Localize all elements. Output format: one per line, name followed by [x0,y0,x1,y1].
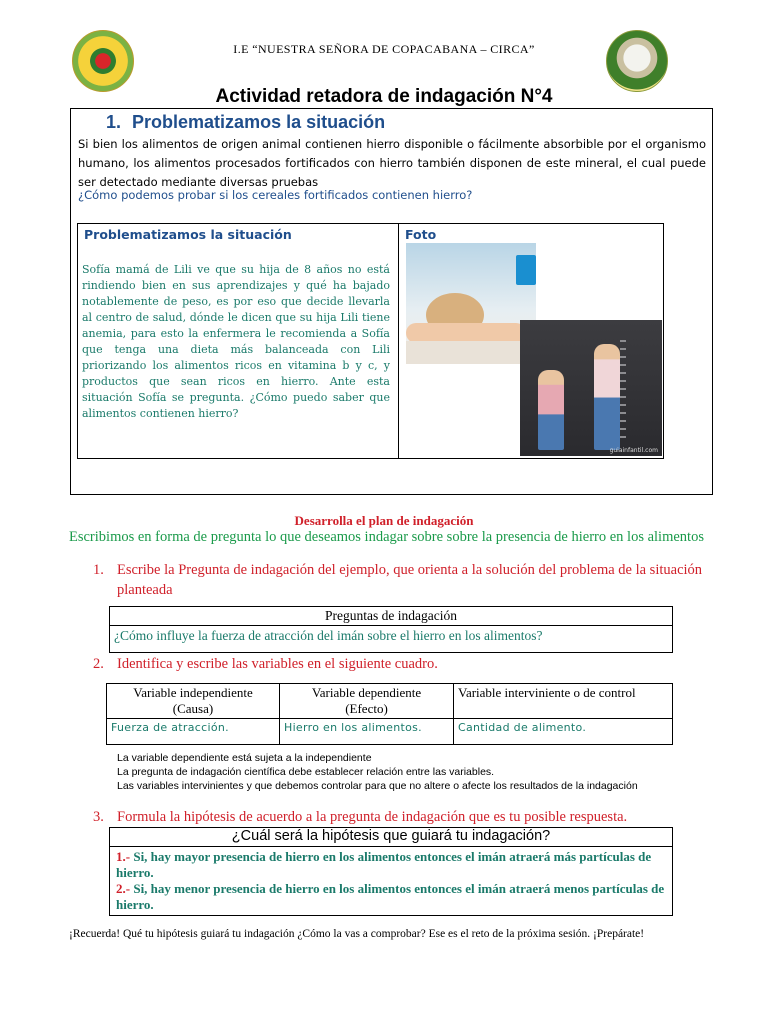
dependent-variable-header [280,684,454,719]
dependent-variable-value: Hierro en los alimentos. [280,719,454,745]
plan-title: Desarrolla el plan de indagación [294,513,474,528]
situation-story: Sofía mamá de Lili ve que su hija de 8 años no está rindiendo bien en sus aprendizajes y qué ha bajado notablemente de peso, es por eso que decide llevarla al centro de salud, dónde le dicen que su hija Lili tiene anemia, para esto la enfermera le recomienda a Sofía que tenga una dieta más balanceada con Lili priorizando los alimentos ricos en vitamina b y c, y productos que sean ricos en hierro. Ante esta situación Sofía se pregunta. ¿Cómo puedo saber que alimentos contienen hierro? [82,263,390,420]
situation-photo-title: Foto [405,227,437,242]
hypothesis-2-text: Si, hay menor presencia de hierro en los alimentos entonces el imán atraerá menos partículas de hierro. [116,881,665,912]
note-3: Las variables intervinientes y que debemos controlar para que no altere o afecte los resultados de la indagación [117,780,638,792]
dependent-variable-sublabel: (Efecto) [345,701,388,716]
independent-variable-value: Fuerza de atracción. [107,719,280,745]
step2-text: Identifica y escribe las variables en el siguiente cuadro. [117,656,438,672]
photo-tired-girl [406,243,536,364]
photo-credit: guiainfantil.com [609,447,658,454]
hypothesis-2-number: 2.- [116,881,131,896]
closing-message: ¡Recuerda! Qué tu hipótesis guiará tu indagación ¿Cómo la vas a comprobar? Ese es el reto de la próxima sesión. ¡Prepárate! [69,928,645,940]
hypothesis-1-number: 1.- [116,849,131,864]
step3-text: Formula la hipótesis de acuerdo a la pregunta de indagación que es tu posible respuesta. [117,809,628,825]
dependent-variable-label: Variable dependiente [311,685,422,700]
hypothesis-list [110,847,673,916]
variables-table [106,683,673,745]
photo-desk [406,341,536,364]
step2-number: 2. [93,656,104,672]
inquiry-question-table [109,606,673,653]
school-logo-right [606,30,668,92]
situation-box-divider [398,223,399,459]
step3-number: 3. [93,809,104,825]
note-2: La pregunta de indagación científica debe establecer relación entre las variables. [117,766,495,778]
inquiry-question-answer: ¿Cómo influye la fuerza de atracción del imán sobre el hierro en los alimentos? [110,626,673,653]
hypothesis-2 [116,881,666,913]
step1-number: 1. [93,562,104,578]
photo-girl-arm [406,323,526,343]
plan-intro: Escribimos en forma de pregunta lo que deseamos indagar sobre sobre la presencia de hierro en los alimentos [69,529,704,545]
section1-paragraph: Si bien los alimentos de origen animal contienen hierro disponible o fácilmente absorbible por el organismo humano, los alimentos procesados fortificados con hierro también disponen de este mineral, el cual puede ser detectado mediante diversas pruebas [78,137,706,189]
independent-variable-sublabel: (Causa) [172,701,214,716]
inquiry-question-header: Preguntas de indagación [110,607,673,626]
hypothesis-1-text: Si, hay mayor presencia de hierro en los alimentos entonces el imán atraerá más partículas de hierro. [116,849,652,880]
hypothesis-table [109,827,673,916]
note-1: La variable dependiente está sujeta a la independiente [117,752,372,764]
section1-heading-text: Problematizamos la situación [132,112,386,132]
page-title: Actividad retadora de indagación N°4 [215,86,553,107]
section1-heading [106,112,385,133]
photo-height-marks [620,340,626,440]
school-name: I.E “NUESTRA SEÑORA DE COPACABANA – CIRCA” [233,42,535,56]
hypothesis-1 [116,849,666,881]
photo-children-height [520,320,662,456]
school-logo-left [72,30,134,92]
photo-tall-child [594,344,620,450]
photo-book-shape [516,255,536,285]
situation-left-title: Problematizamos la situación [84,227,292,242]
control-variable-header: Variable interviniente o de control [454,684,673,719]
section1-heading-number: 1. [106,112,122,132]
section1-question: ¿Cómo podemos probar si los cereales fortificados contienen hierro? [78,188,473,202]
control-variable-value: Cantidad de alimento. [454,719,673,745]
step1-text: Escribe la Pregunta de indagación del ejemplo, que orienta a la solución del problema de la situación planteada [117,562,703,598]
independent-variable-header [107,684,280,719]
independent-variable-label: Variable independiente [133,685,253,700]
photo-small-child [538,370,564,450]
hypothesis-header: ¿Cuál será la hipótesis que guiará tu indagación? [110,828,673,847]
